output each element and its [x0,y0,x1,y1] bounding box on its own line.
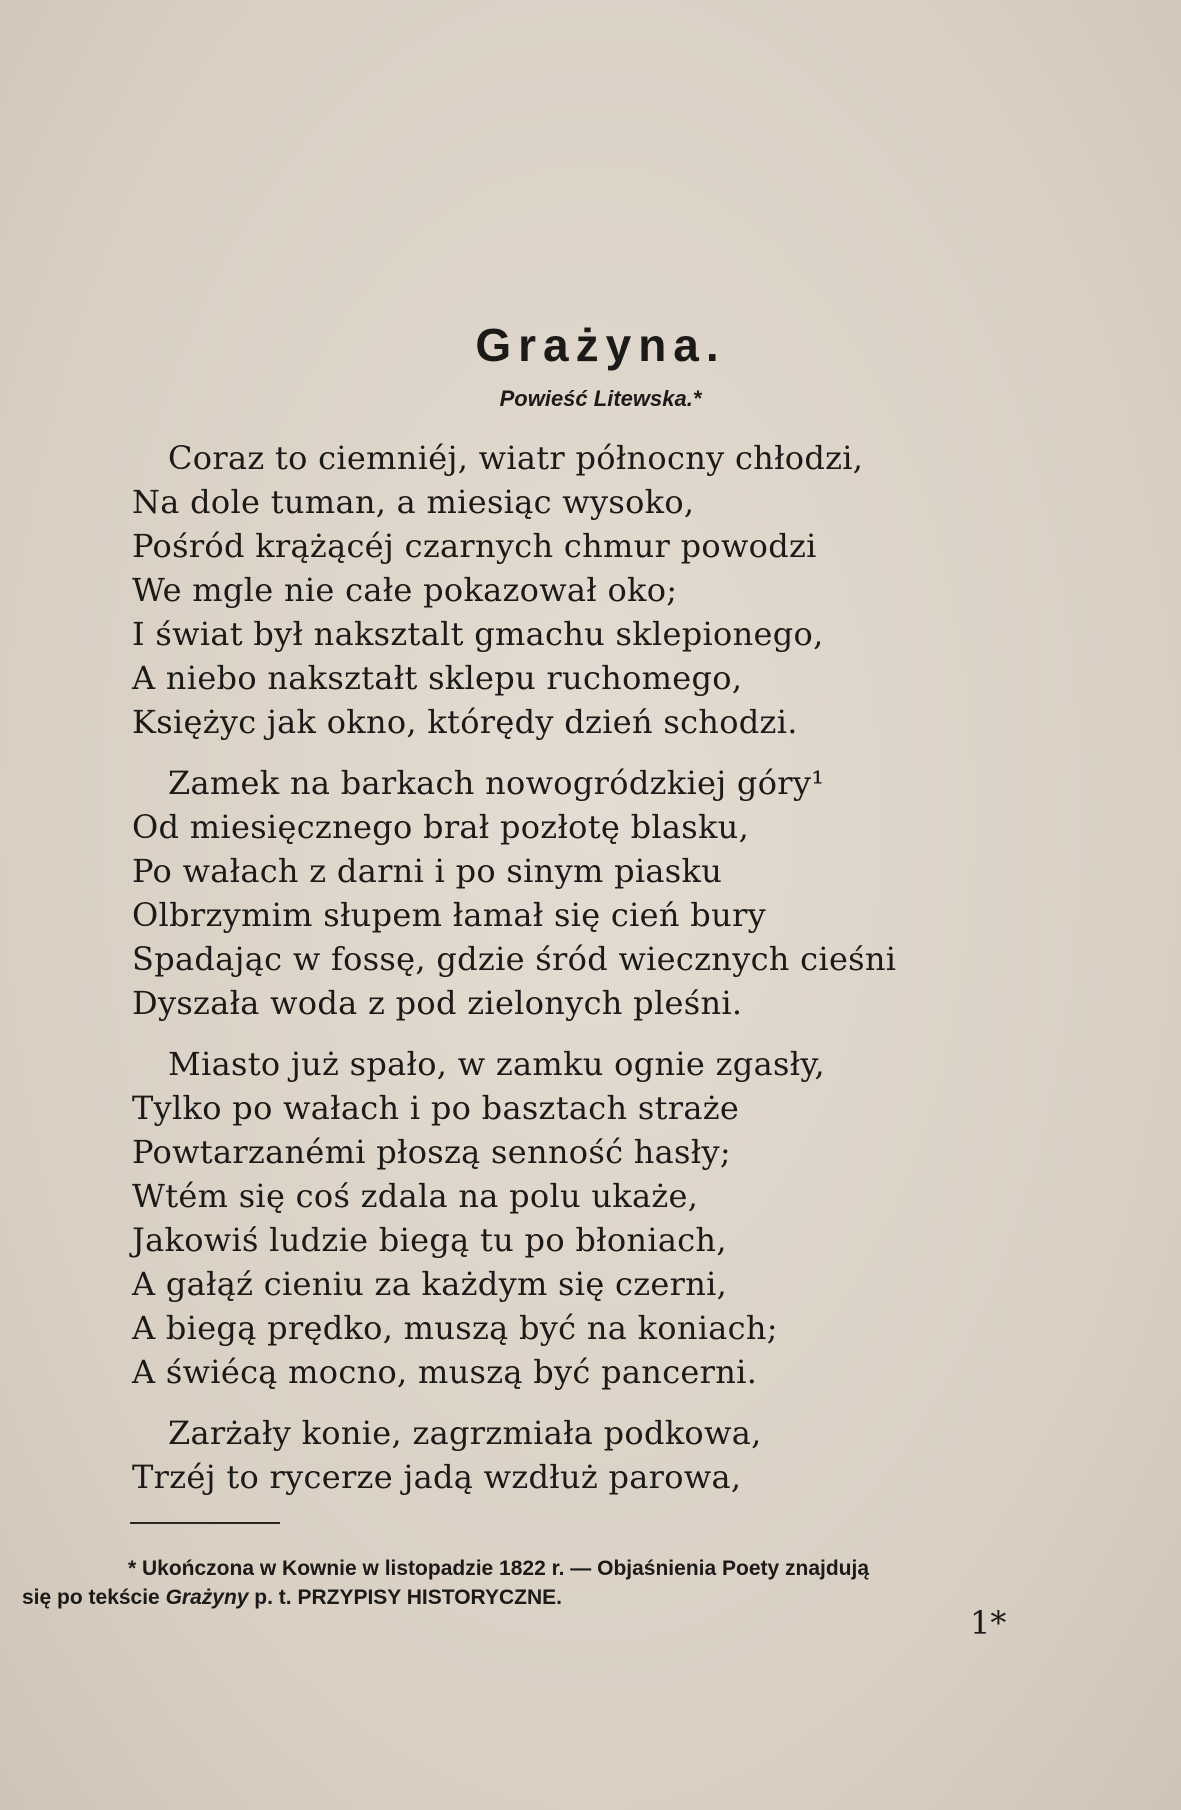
verse-line: Pośród krążącéj czarnych chmur powodzi [132,527,817,565]
stanza-4 [132,1411,1032,1499]
verse-line: A niebo nakształt sklepu ruchomego, [132,659,743,697]
verse-line: Coraz to ciemniéj, wiatr północny chłodzi, [168,439,864,477]
verse-line: Zarżały konie, zagrzmiała podkowa, [168,1414,762,1452]
stanza-3 [132,1042,1032,1394]
verse-line: Zamek na barkach nowogródzkiej góry¹ [168,764,825,802]
verse-line: Tylko po wałach i po basztach straże [132,1089,740,1127]
footnote-text: p. t. PRZYPISY HISTORYCZNE. [248,1586,562,1609]
verse-line: Olbrzymim słupem łamał się cień bury [132,896,766,934]
footnote-line-1: * Ukończona w Kownie w listopadzie 1822 r. — Objaśnienia Poety znajdują [128,1557,870,1580]
verse-line: Wtém się coś zdala na polu ukaże, [132,1177,699,1215]
verse-line: Spadając w fossę, gdzie śród wiecznych cieśni [132,940,897,978]
verse-line: Na dole tuman, a miesiąc wysoko, [132,483,695,521]
verse-line: A gałąź cieniu za każdym się czerni, [132,1265,728,1303]
verse-line: I świat był naksztalt gmachu sklepionego, [132,615,824,653]
verse-line: Powtarzanémi płoszą senność hasły; [132,1133,731,1171]
page-number: 1* [970,1604,1007,1642]
verse-line: Miasto już spało, w zamku ognie zgasły, [168,1045,825,1083]
verse-line: Księżyc jak okno, którędy dzień schodzi. [132,703,798,741]
verse-line: A świécą mocno, muszą być pancerni. [132,1353,758,1391]
poem-subtitle: Powieść Litewska.* [499,386,702,411]
verse-line: Trzéj to rycerze jadą wzdłuż parowa, [132,1458,742,1496]
verse-line: Od miesięcznego brał pozłotę blasku, [132,808,750,846]
verse-line: We mgle nie całe pokazował oko; [132,571,678,609]
footnote-text: się po tekście [22,1586,166,1609]
footnote-italic-title: Grażyny [165,1586,249,1609]
verse-line: A biegą prędko, muszą być na koniach; [132,1309,778,1347]
stanza-2 [132,761,1032,1025]
footnote-rule [130,1522,280,1524]
verse-line: Jakowiś ludzie biegą tu po błoniach, [132,1221,727,1259]
poem-body [132,436,1032,1516]
verse-line: Dyszała woda z pod zielonych pleśni. [132,984,743,1022]
poem-title: Grażyna. [475,319,726,371]
verse-line: Po wałach z darni i po sinym piasku [132,852,723,890]
stanza-1 [132,436,1032,744]
